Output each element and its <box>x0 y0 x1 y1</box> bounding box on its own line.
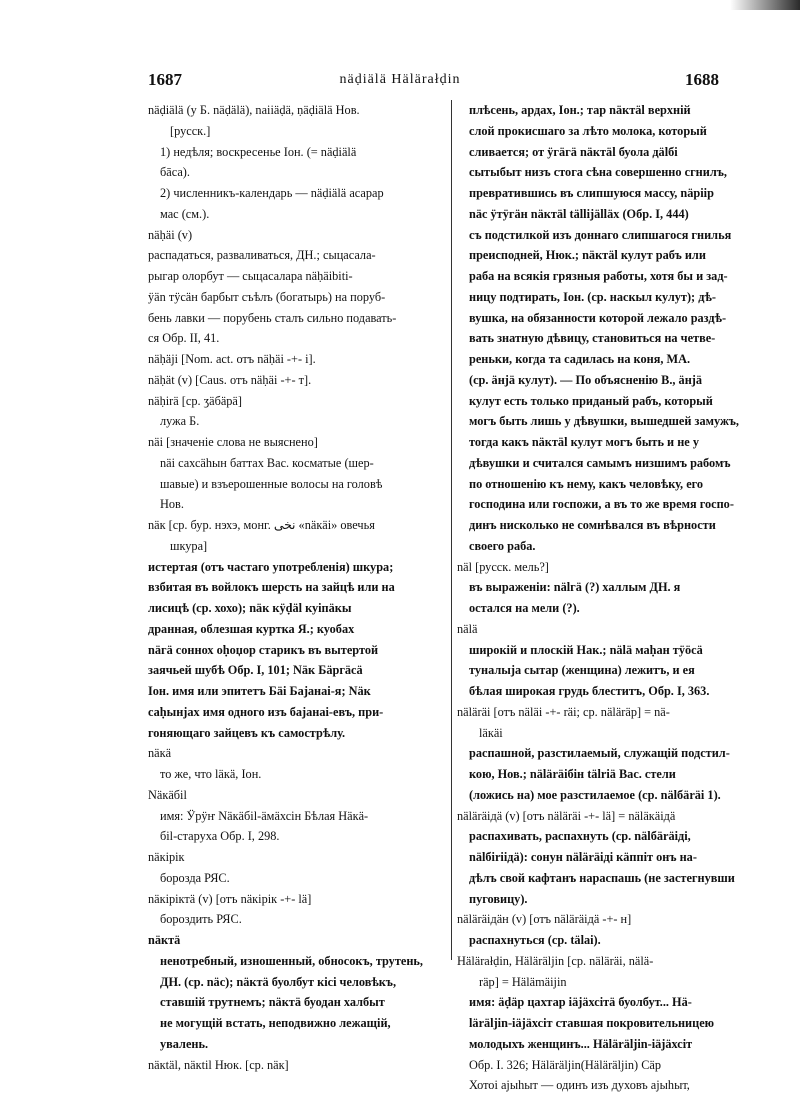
dictionary-line: сытыбыт низъ стога сѣна совершенно сгнилъ, <box>469 165 727 180</box>
dictionary-line: по отношенію къ нему, какъ человѣку, его <box>469 476 704 491</box>
dictionary-line: въ выраженіи: nälгä (?) халлым ДН. я <box>469 580 681 595</box>
dictionary-line: туналыjа сытар (женщина) лежитъ, и ея <box>469 663 695 678</box>
dictionary-line: nälä <box>457 621 478 636</box>
dictionary-line: широкій и плоскій Нак.; nälä маḥан тÿöсä <box>469 642 703 657</box>
dictionary-line: имя: Ӱрӱҥ Näкäбil-äмäхсін Бѣлая Нäкä- <box>160 808 369 823</box>
dictionary-line: дранная, облезшая куртка Я.; куобах <box>148 621 355 636</box>
dictionary-line: näi [значеніе слова не выяснено] <box>148 435 318 449</box>
dictionary-line: näḍiälä (у Б. näḍälä), naiiäḍä, ṇäḍiälä Нов. <box>148 103 360 117</box>
dictionary-line: näкä <box>148 746 172 761</box>
dictionary-line: шкура] <box>170 538 208 553</box>
dictionary-line: näḥäi (v) <box>148 227 193 242</box>
dictionary-line: ся Обр. II, 41. <box>148 331 220 346</box>
dictionary-line: саḥынjах имя одного изъ баjанаi-евъ, при- <box>148 704 384 719</box>
dictionary-line: näгä соннох оḥоџор старикъ въ вытертой <box>148 642 379 657</box>
dictionary-line: Näкäбil <box>148 787 187 802</box>
dictionary-line: nälбiriiдä): сонун näläräiдi кäппiт онъ на- <box>469 850 697 864</box>
dictionary-line: näl [русск. мель?] <box>457 559 549 574</box>
dictionary-line: кулут есть только приданый рабъ, который <box>469 393 713 408</box>
dictionary-line: съ подстилкой изъ доннаго слипшагося гнилья <box>469 227 732 242</box>
dictionary-line: борозда РЯС. <box>160 870 230 885</box>
dictionary-line: лужа Б. <box>160 414 200 429</box>
dictionary-line: näкiрiк <box>148 850 185 864</box>
dictionary-line: дѣлъ свой кафтанъ нараспашь (не застегнувши <box>469 870 735 885</box>
dictionary-line: räр] = Hälämäiјin <box>479 974 567 989</box>
dictionary-line: Hälärałḍin, Hälärälјin [ср. näläräi, nälä- <box>457 953 654 968</box>
dictionary-line: näкiрiктä (v) [отъ näкiрiк -+- lä] <box>148 891 312 906</box>
dictionary-line: näḥät (v) [Caus. отъ näḥäi -+- т]. <box>148 372 312 387</box>
dictionary-line: динъ нисколько не сомнѣвался въ вѣрности <box>469 518 716 532</box>
dictionary-line: näi сахсäһын баттах Вас. косматые (шер- <box>160 455 374 470</box>
dictionary-line: то же, что läкä, Іон. <box>160 767 262 781</box>
right-column <box>457 100 749 1096</box>
dictionary-line: бil-старуха Обр. I, 298. <box>160 829 280 844</box>
dictionary-line: бень лавки — порубень сталъ сильно подавать- <box>148 310 397 325</box>
dictionary-line: дѣвушки и считался самымъ низшимъ рабомъ <box>469 455 731 470</box>
dictionary-line: раба на всякія грязныя работы, хотя бы и зад- <box>469 269 728 283</box>
dictionary-line: сливается; от ÿгäгä näктäl буола дälбi <box>469 144 678 159</box>
dictionary-line: lärälјin-iäjäхсiт ставшая покровительницею <box>469 1016 715 1030</box>
dictionary-line: молодыхъ женщинъ... Hälärälјin-iäjäхсiт <box>469 1036 693 1051</box>
dictionary-line: остался на мели (?). <box>469 601 580 615</box>
dictionary-line: бāса). <box>160 165 190 180</box>
dictionary-line: шавые) и взъерошенные волосы на головѣ <box>160 476 383 491</box>
dictionary-line: näктä <box>148 933 181 947</box>
page-number-right: 1688 <box>685 70 719 89</box>
dictionary-line: распадаться, разваливаться, ДН.; сыцасала- <box>148 248 376 263</box>
dictionary-line: пуговицу). <box>469 891 528 906</box>
dictionary-line: (ср. äнjä кулут). — По объясненію В., äнjä <box>469 372 703 387</box>
dictionary-line: вушка, на обязанности которой лежало раздѣ- <box>469 310 727 325</box>
dictionary-line: näс ÿтÿгäн näктäl tällijälläх (Обр. I, 444) <box>469 206 689 221</box>
page-number-left: 1687 <box>148 70 182 89</box>
dictionary-line: увалень. <box>160 1036 209 1051</box>
dictionary-line: имя: äḍäр цахтар iäjäхсiтä буолбут... Нä- <box>469 995 692 1010</box>
dictionary-line: преисподней, Нюк.; näктäl кулут рабъ или <box>469 248 706 263</box>
dictionary-line: näläräi [отъ näläi -+- räi; ср. näläräр] = nä- <box>457 704 670 719</box>
running-head: näḍiälä Hälärałḍin <box>339 72 461 87</box>
dictionary-line: Нов. <box>160 497 184 512</box>
dictionary-line: реньки, когда та садилась на коня, МА. <box>469 352 691 366</box>
dictionary-line: ÿän тÿсäн барбыт съѣлъ (богатырь) на поруб- <box>148 289 386 304</box>
dictionary-line: 1) недѣля; воскресенье Іон. (= näḍiälä <box>160 144 357 159</box>
dictionary-line: Іон. имя или эпитетъ Бäi Баjанаi-я; Näк <box>148 684 371 698</box>
dictionary-line: бѣлая широкая грудь блеститъ, Обр. I, 363. <box>469 684 710 698</box>
dictionary-line: näкtäl, näкtil Нюк. [ср. näк] <box>148 1057 289 1072</box>
dictionary-line: мас (см.). <box>160 206 210 221</box>
dictionary-line: могъ быть лишь у дѣвушки, вышедшей замужъ, <box>469 414 739 429</box>
dictionary-line: läкäi <box>479 725 503 740</box>
dictionary-line: заячьей шубѣ Обр. I, 101; Näк Бäргäсä <box>148 663 363 678</box>
dictionary-line: гоняющаго зайцевъ къ самострѣлу. <box>148 725 346 740</box>
dictionary-line: ницу подтирать, Іон. (ср. наскыл кулут); дѣ- <box>469 289 716 304</box>
dictionary-line: своего раба. <box>469 538 536 553</box>
dictionary-line: näḥirä [ср. ӡäбäрä] <box>148 393 242 408</box>
dictionary-line: näläräiдä (v) [отъ näläräi -+- lä] = näläкäiдä <box>457 808 676 823</box>
dictionary-line: [русск.] <box>170 123 211 138</box>
dictionary-line: слой прокисшаго за лѣто молока, который <box>469 123 707 138</box>
dictionary-line: 2) численникъ-календарь — näḍiälä асарар <box>160 186 384 200</box>
dictionary-line: тогда какъ näктäl кулут могъ быть и не у <box>469 435 699 449</box>
dictionary-line: (ложись на) мое разстилаемое (ср. nälбäräi 1). <box>469 787 721 802</box>
dictionary-line: не могущій встать, неподвижно лежащій, <box>160 1016 391 1030</box>
dictionary-line: рыгар олорбут — сыцасалара näḥäibiti- <box>148 269 353 283</box>
dictionary-line: плѣсень, ардах, Іон.; тар näктäl верхній <box>469 103 691 117</box>
dictionary-line: näк [ср. бур. нэхэ, монг. نخى «näкäi» овечья <box>148 518 375 532</box>
dictionary-line: ставшій трутнемъ; näктä буодан халбыт <box>160 995 385 1010</box>
dictionary-line: господина или госпожи, а въ то же время госпо- <box>469 497 734 512</box>
column-divider <box>451 100 452 960</box>
left-column <box>148 100 440 1075</box>
dictionary-line: ДН. (ср. näс); näктä буолбут кiсi человѣкъ, <box>160 974 397 989</box>
scan-corner-mark <box>730 0 800 10</box>
dictionary-line: превратившись въ слипшуюся массу, näрiiр <box>469 186 714 200</box>
dictionary-line: распахивать, распахнуть (ср. nälбäräiді, <box>469 829 691 844</box>
dictionary-line: распашной, разстилаемый, служащій подстил- <box>469 746 730 761</box>
dictionary-line: Обр. I. 326; Hälärälјin(Hälärälјin) Сäр <box>469 1057 662 1072</box>
dictionary-line: кою, Нов.; näläräiбiн tälriä Вас. стели <box>469 767 676 781</box>
dictionary-line: лисицѣ (ср. хохо); näк кÿḍäl куiпäкы <box>148 601 352 615</box>
dictionary-line: ненотребный, изношенный, обносокъ, трутень, <box>160 953 423 968</box>
dictionary-line: взбитая въ войлокъ шерсть на зайцѣ или на <box>148 580 395 595</box>
dictionary-line: Хотоi аjыһыт — одинъ изъ духовъ аjыһыт, <box>469 1078 690 1093</box>
dictionary-line: распахнуться (ср. tälai). <box>469 933 601 947</box>
dictionary-line: вать знатную дѣвицу, становиться на четве- <box>469 331 716 346</box>
dictionary-line: näläräiдäн (v) [отъ näläräiдä -+- н] <box>457 912 632 927</box>
dictionary-line: бороздить РЯС. <box>160 912 242 927</box>
dictionary-line: истертая (отъ частаго употребленія) шкура; <box>148 559 394 574</box>
dictionary-line: näḥäji [Nom. act. отъ näḥäi -+- i]. <box>148 352 316 366</box>
